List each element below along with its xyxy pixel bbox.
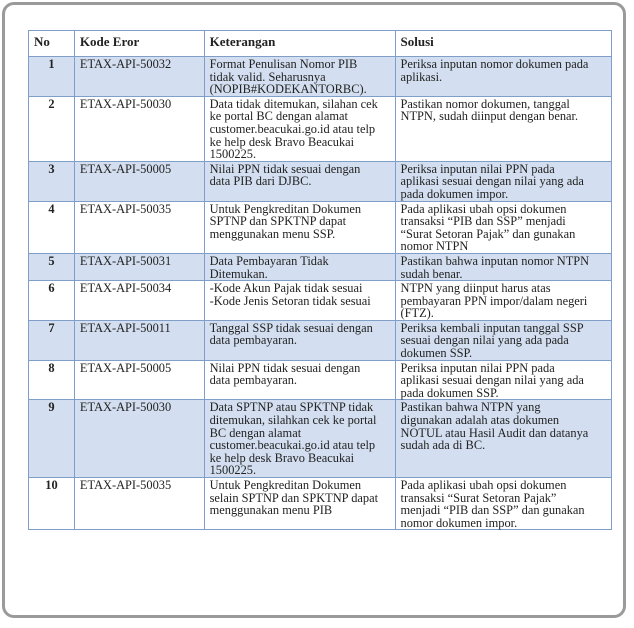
table-row	[29, 253, 612, 280]
description: Data Pembayaran Tidak Ditemukan.	[204, 253, 395, 280]
solution: Pada aplikasi ubah opsi dokumen transaksi “PIB dan SSP” menjadi “Surat Setoran Pajak” dan gunakan nomor NTPN	[395, 201, 611, 253]
row-number: 1	[29, 57, 75, 97]
table-row	[29, 360, 612, 400]
row-number: 8	[29, 360, 75, 400]
table-row	[29, 57, 612, 97]
table-row	[29, 96, 612, 161]
solution: Pastikan nomor dokumen, tanggal NTPN, sudah diinput dengan benar.	[395, 96, 611, 161]
table-row	[29, 281, 612, 321]
error-code: ETAX-API-50005	[74, 161, 204, 201]
table-row	[29, 400, 612, 478]
error-code: ETAX-API-50030	[74, 400, 204, 478]
header-kode-eror: Kode Eror	[74, 31, 204, 57]
row-number: 9	[29, 400, 75, 478]
description: Nilai PPN tidak sesuai dengan data PIB dari DJBC.	[204, 161, 395, 201]
error-code: ETAX-API-50032	[74, 57, 204, 97]
solution: Periksa kembali inputan tanggal SSP sesuai dengan nilai yang ada pada dokumen SSP.	[395, 320, 611, 360]
table-row	[29, 161, 612, 201]
row-number: 2	[29, 96, 75, 161]
solution: NTPN yang diinput harus atas pembayaran PPN impor/dalam negeri (FTZ).	[395, 281, 611, 321]
error-code-table	[28, 30, 612, 530]
solution: Pada aplikasi ubah opsi dokumen transaksi “Surat Setoran Pajak” menjadi “PIB dan SSP” dan gunakan nomor dokumen impor.	[395, 478, 611, 530]
description: Data SPTNP atau SPKTNP tidak ditemukan, silahkan cek ke portal BC dengan alamat customer.beacukai.go.id atau telp ke help desk Bravo Beacukai 1500225.	[204, 400, 395, 478]
solution: Pastikan bahwa NTPN yang digunakan adalah atas dokumen NOTUL atau Hasil Audit dan datanya sudah ada di BC.	[395, 400, 611, 478]
error-code: ETAX-API-50035	[74, 201, 204, 253]
description: Untuk Pengkreditan Dokumen SPTNP dan SPKTNP dapat menggunakan menu SSP.	[204, 201, 395, 253]
error-code: ETAX-API-50030	[74, 96, 204, 161]
error-code: ETAX-API-50034	[74, 281, 204, 321]
solution: Pastikan bahwa inputan nomor NTPN sudah benar.	[395, 253, 611, 280]
header-no: No	[29, 31, 75, 57]
description: Tanggal SSP tidak sesuai dengan data pembayaran.	[204, 320, 395, 360]
row-number: 6	[29, 281, 75, 321]
solution: Periksa inputan nomor dokumen pada aplikasi.	[395, 57, 611, 97]
description: Nilai PPN tidak sesuai dengan data pembayaran.	[204, 360, 395, 400]
row-number: 10	[29, 478, 75, 530]
row-number: 5	[29, 253, 75, 280]
row-number: 4	[29, 201, 75, 253]
description: Format Penulisan Nomor PIB tidak valid. Seharusnya (NOPIB#KODEKANTORBC).	[204, 57, 395, 97]
description: Untuk Pengkreditan Dokumen selain SPTNP dan SPKTNP dapat menggunakan menu PIB	[204, 478, 395, 530]
row-number: 7	[29, 320, 75, 360]
error-code: ETAX-API-50011	[74, 320, 204, 360]
row-number: 3	[29, 161, 75, 201]
table-header-row	[29, 31, 612, 57]
error-code: ETAX-API-50035	[74, 478, 204, 530]
header-keterangan: Keterangan	[204, 31, 395, 57]
error-code: ETAX-API-50005	[74, 360, 204, 400]
table-row	[29, 478, 612, 530]
solution: Periksa inputan nilai PPN pada aplikasi sesuai dengan nilai yang ada pada dokumen impor.	[395, 161, 611, 201]
error-code: ETAX-API-50031	[74, 253, 204, 280]
solution: Periksa inputan nilai PPN pada aplikasi sesuai dengan nilai yang ada pada dokumen SSP.	[395, 360, 611, 400]
table-row	[29, 201, 612, 253]
header-solusi: Solusi	[395, 31, 611, 57]
description: -Kode Akun Pajak tidak sesuai -Kode Jenis Setoran tidak sesuai	[204, 281, 395, 321]
description: Data tidak ditemukan, silahan cek ke portal BC dengan alamat customer.beacukai.go.id atau telp ke help desk Bravo Beacukai 1500225.	[204, 96, 395, 161]
table-row	[29, 320, 612, 360]
